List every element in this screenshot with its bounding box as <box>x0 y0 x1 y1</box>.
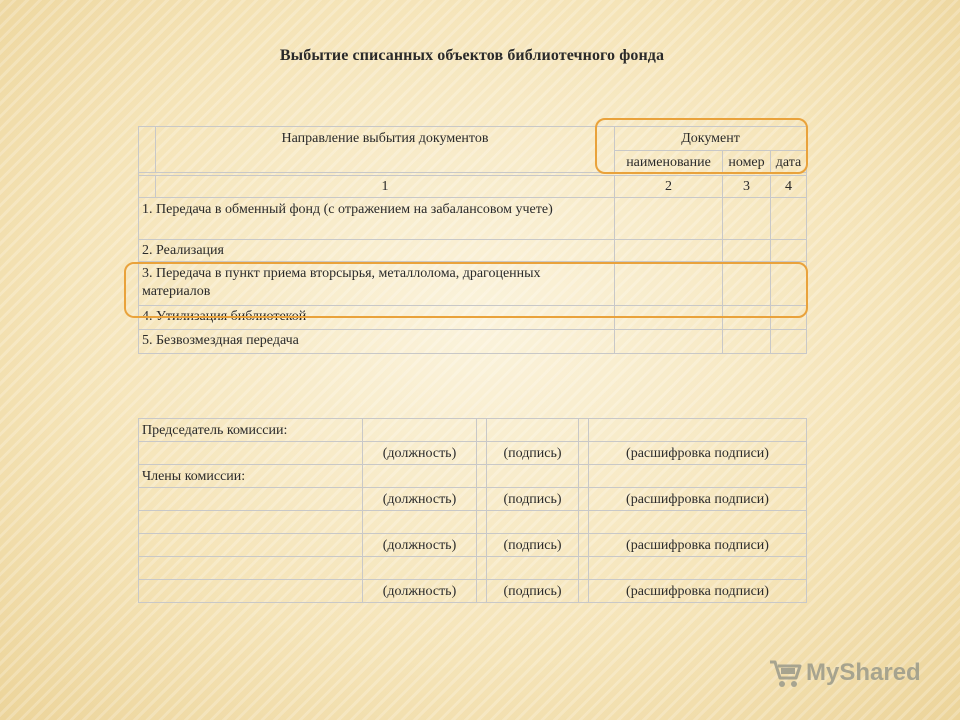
signature-caption: (подпись) <box>487 580 579 603</box>
position-caption: (должность) <box>363 534 477 557</box>
chairman-label-row <box>139 419 807 442</box>
column-number-3: 3 <box>723 176 771 198</box>
document-number-cell <box>723 262 771 306</box>
row-label: 3. Передача в пункт приема вторсырья, металлолома, драгоценных материалов <box>139 262 615 306</box>
subheader-date: дата <box>771 151 807 173</box>
disposal-table <box>138 126 807 354</box>
table-row <box>139 330 807 354</box>
row-label: 4. Утилизация библиотекой <box>139 306 615 330</box>
signature-caption: (подпись) <box>487 534 579 557</box>
column-number-2: 2 <box>615 176 723 198</box>
chairman-signature-row <box>139 442 807 465</box>
document-date-cell <box>771 262 807 306</box>
decoding-caption: (расшифровка подписи) <box>589 534 807 557</box>
decoding-caption: (расшифровка подписи) <box>589 580 807 603</box>
document-name-cell <box>615 240 723 262</box>
document-name-cell <box>615 198 723 240</box>
row-label: 1. Передача в обменный фонд (с отражением на забалансовом учете) <box>139 198 615 240</box>
column-number-row <box>139 176 807 198</box>
document-title: Выбытие списанных объектов библиотечного фонда <box>279 47 665 64</box>
member-signature-row <box>139 488 807 511</box>
position-caption: (должность) <box>363 488 477 511</box>
subheader-name: наименование <box>615 151 723 173</box>
table-row <box>139 198 807 240</box>
document-date-cell <box>771 330 807 354</box>
column-number-1: 1 <box>156 176 615 198</box>
document-name-cell <box>615 330 723 354</box>
myshared-logo <box>768 656 921 690</box>
document-date-cell <box>771 306 807 330</box>
table-row <box>139 262 807 306</box>
document-date-cell <box>771 198 807 240</box>
signature-caption: (подпись) <box>487 488 579 511</box>
members-label: Члены комиссии: <box>139 465 363 488</box>
header-document: Документ <box>615 127 807 151</box>
row-label: 5. Безвозмездная передача <box>139 330 615 354</box>
column-number-4: 4 <box>771 176 807 198</box>
document-number-cell <box>723 240 771 262</box>
signature-caption: (подпись) <box>487 442 579 465</box>
chairman-label: Председатель комиссии: <box>139 419 363 442</box>
signature-table <box>138 418 807 603</box>
header-direction: Направление выбытия документов <box>156 127 615 173</box>
member-signature-row <box>139 534 807 557</box>
decoding-caption: (расшифровка подписи) <box>589 488 807 511</box>
members-label-row <box>139 465 807 488</box>
header-row <box>139 127 807 151</box>
subheader-number: номер <box>723 151 771 173</box>
header-corner-cell <box>139 127 156 173</box>
position-caption: (должность) <box>363 580 477 603</box>
column-number-blank <box>139 176 156 198</box>
member-signature-row <box>139 580 807 603</box>
document-number-cell <box>723 306 771 330</box>
blank-row <box>139 511 807 534</box>
logo-text: MyShared <box>806 659 921 686</box>
blank-row <box>139 557 807 580</box>
document-name-cell <box>615 262 723 306</box>
position-caption: (должность) <box>363 442 477 465</box>
row-label: 2. Реализация <box>139 240 615 262</box>
table-row <box>139 306 807 330</box>
document-number-cell <box>723 330 771 354</box>
document-number-cell <box>723 198 771 240</box>
document-date-cell <box>771 240 807 262</box>
table-row <box>139 240 807 262</box>
shopping-cart-icon <box>768 656 802 690</box>
decoding-caption: (расшифровка подписи) <box>589 442 807 465</box>
document-name-cell <box>615 306 723 330</box>
